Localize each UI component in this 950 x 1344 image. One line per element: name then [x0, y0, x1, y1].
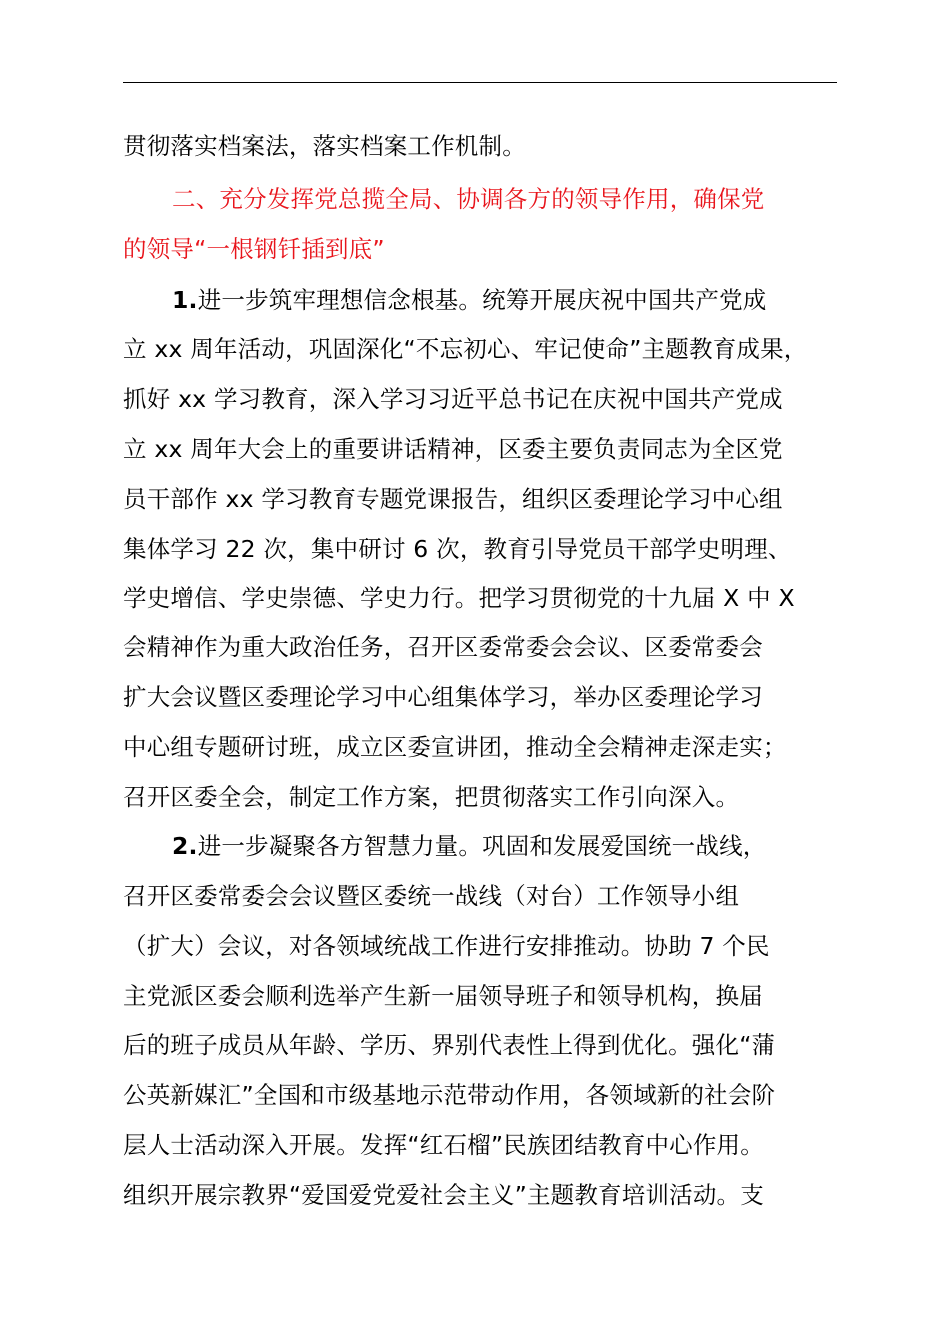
body-line: 后的班子成员从年龄、学历、界别代表性上得到优化。强化“蒲: [123, 1031, 776, 1059]
body-line: （扩大）会议，对各领域统战工作进行安排推动。协助 7 个民: [123, 932, 770, 960]
section-heading-line-2: 的领导“一根钢钎插到底”: [123, 235, 385, 263]
body-line: 贯彻落实档案法，落实档案工作机制。: [123, 132, 526, 160]
body-line: 组织开展宗教界“爱国爱党爱社会主义”主题教育培训活动。支: [123, 1181, 764, 1209]
body-line: 层人士活动深入开展。发挥“红石榴”民族团结教育中心作用。: [123, 1131, 764, 1159]
body-line: 召开区委常委会会议暨区委统一战线（对台）工作领导小组: [123, 882, 740, 910]
paragraph-1-first-line: 1.进一步筑牢理想信念根基。统筹开展庆祝中国共产党成: [172, 286, 767, 314]
body-line: 主党派区委会顺利选举产生新一届领导班子和领导机构，换届: [123, 982, 763, 1010]
body-line: 扩大会议暨区委理论学习中心组集体学习，举办区委理论学习: [123, 683, 763, 711]
item-number: 2.: [172, 832, 198, 860]
body-line: 立 xx 周年活动，巩固深化“不忘初心、牢记使命”主题教育成果，: [123, 335, 808, 363]
body-line: 公英新媒汇”全国和市级基地示范带动作用，各领域新的社会阶: [123, 1081, 776, 1109]
body-line: 抓好 xx 学习教育，深入学习习近平总书记在庆祝中国共产党成: [123, 385, 783, 413]
body-line: 立 xx 周年大会上的重要讲话精神，区委主要负责同志为全区党: [123, 435, 783, 463]
body-line: 召开区委全会，制定工作方案，把贯彻落实工作引向深入。: [123, 783, 740, 811]
body-line: 会精神作为重大政治任务，召开区委常委会会议、区委常委会: [123, 633, 763, 661]
section-heading-line-1: 二、充分发挥党总揽全局、协调各方的领导作用，确保党: [172, 185, 765, 213]
paragraph-2-first-line: 2.进一步凝聚各方智慧力量。巩固和发展爱国统一战线，: [172, 832, 767, 860]
body-line: 员干部作 xx 学习教育专题党课报告，组织区委理论学习中心组: [123, 485, 783, 513]
body-line: 集体学习 22 次，集中研讨 6 次，教育引导党员干部学史明理、: [123, 535, 792, 563]
body-line: 中心组专题研讨班，成立区委宣讲团，推动全会精神走深走实；: [123, 733, 787, 761]
item-number: 1.: [172, 286, 198, 314]
body-line: 学史增信、学史崇德、学史力行。把学习贯彻党的十九届 X 中 X: [123, 584, 795, 612]
header-rule: [123, 82, 837, 83]
